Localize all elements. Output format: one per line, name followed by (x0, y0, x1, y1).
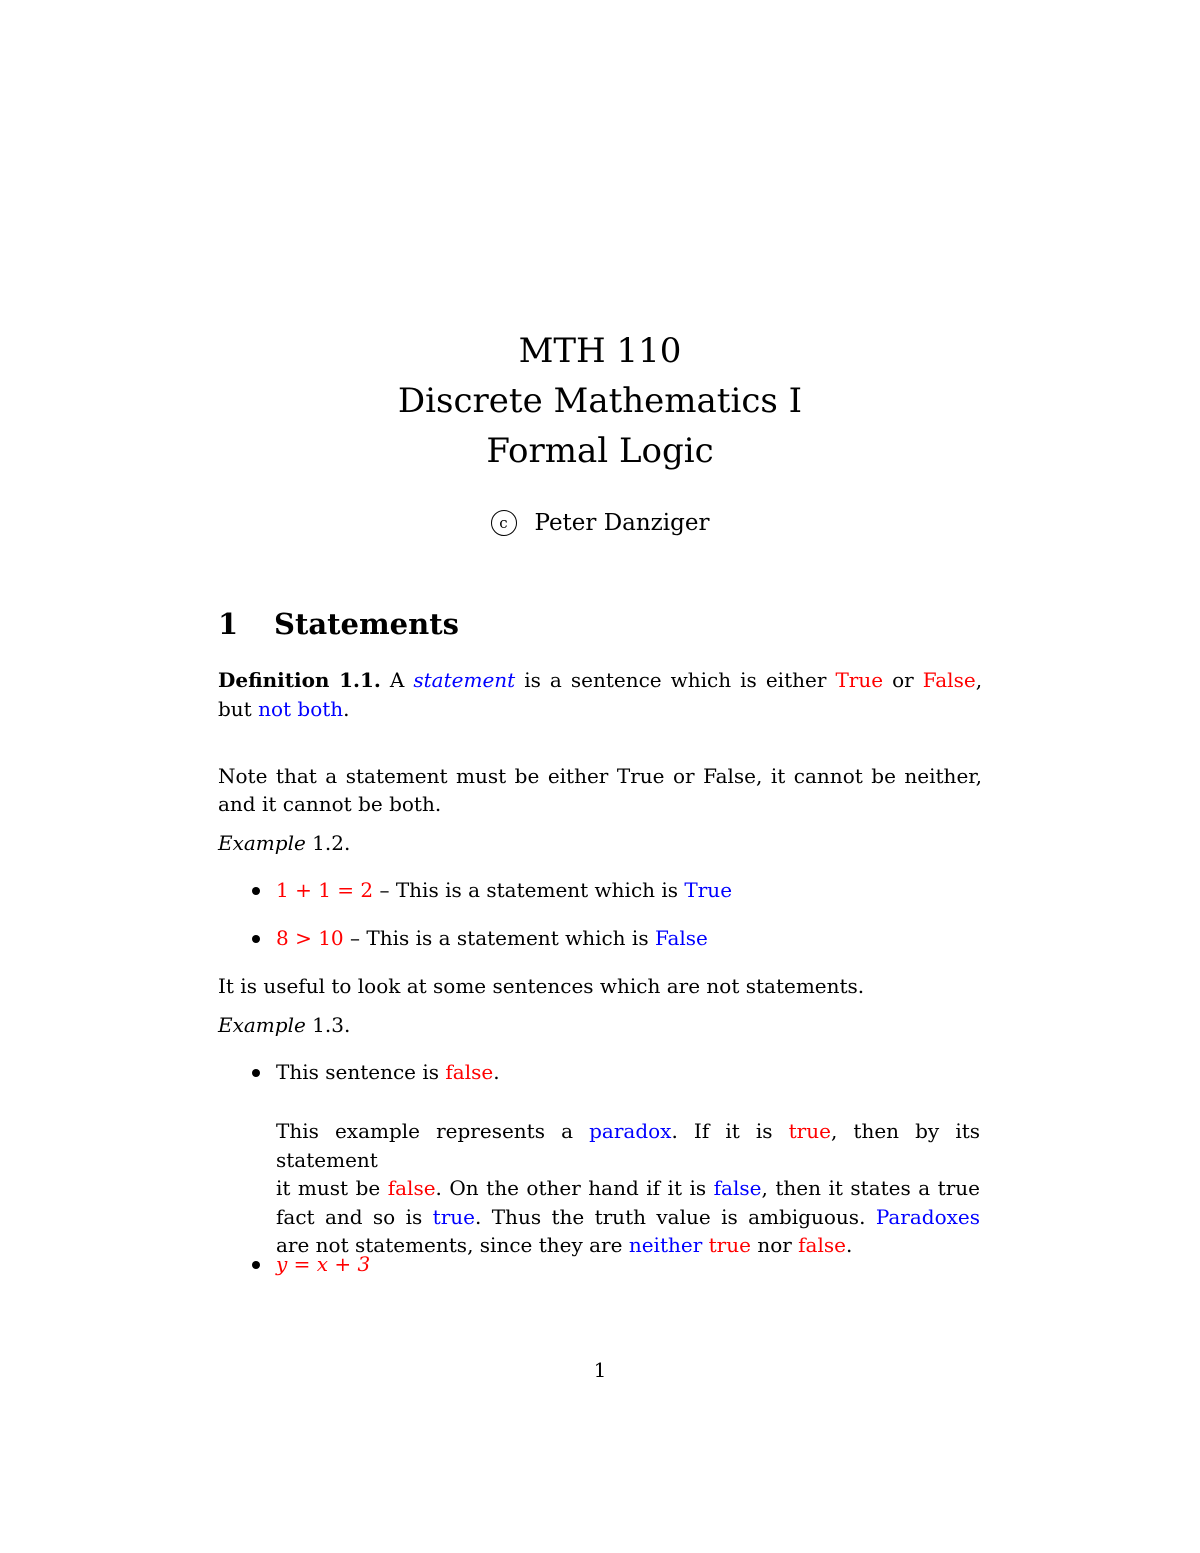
list-item: 8 > 10 – This is a statement which is False (276, 926, 708, 950)
bullet-icon (252, 887, 260, 895)
document-title: MTH 110 (518, 331, 682, 371)
paradox-term: paradox (589, 1119, 672, 1143)
page-number: 1 (593, 1358, 607, 1382)
not-both-phrase: not both (258, 696, 344, 721)
false-word: False (922, 668, 976, 692)
bullet-icon (252, 1069, 260, 1077)
term-statement: statement (413, 668, 516, 692)
example-1-2-label: Example 1.2. (218, 831, 351, 855)
definition-label: Definition 1.1. (218, 668, 381, 692)
bullet-icon (252, 935, 260, 943)
section-heading (218, 606, 459, 642)
definition-paragraph: Definition 1.1. A statement is a sentence which is either True or False, but not both. (218, 668, 983, 721)
copyright-icon: c (491, 510, 517, 536)
useful-sentence: It is useful to look at some sentences which are not statements. (218, 974, 865, 998)
example-1-3-label: Example 1.3. (218, 1013, 351, 1037)
author-line (0, 508, 1200, 538)
list-item: This sentence is false. (276, 1060, 500, 1084)
author-name: Peter Danziger (534, 510, 710, 536)
note-line-2: and it cannot be both. (218, 792, 442, 816)
list-item: 1 + 1 = 2 – This is a statement which is True (276, 878, 733, 902)
section-number: 1 (218, 607, 239, 641)
paradox-explanation: This example represents a paradox. If it is true, then by its statement it must be false. On the other hand if it is false, then it states a true fact and so is true. Thus the truth value is ambiguous. Paradoxes are not statements, since they are neither true nor false. (276, 1119, 981, 1257)
section-title: Statements (274, 607, 459, 641)
topic-title: Formal Logic (486, 431, 714, 471)
list-item: y = x + 3 (276, 1252, 371, 1276)
bullet-icon (252, 1261, 260, 1269)
course-name: Discrete Mathematics I (397, 381, 803, 421)
true-word: True (835, 668, 884, 692)
note-line-1: Note that a statement must be either True or False, it cannot be neither, (218, 764, 982, 788)
